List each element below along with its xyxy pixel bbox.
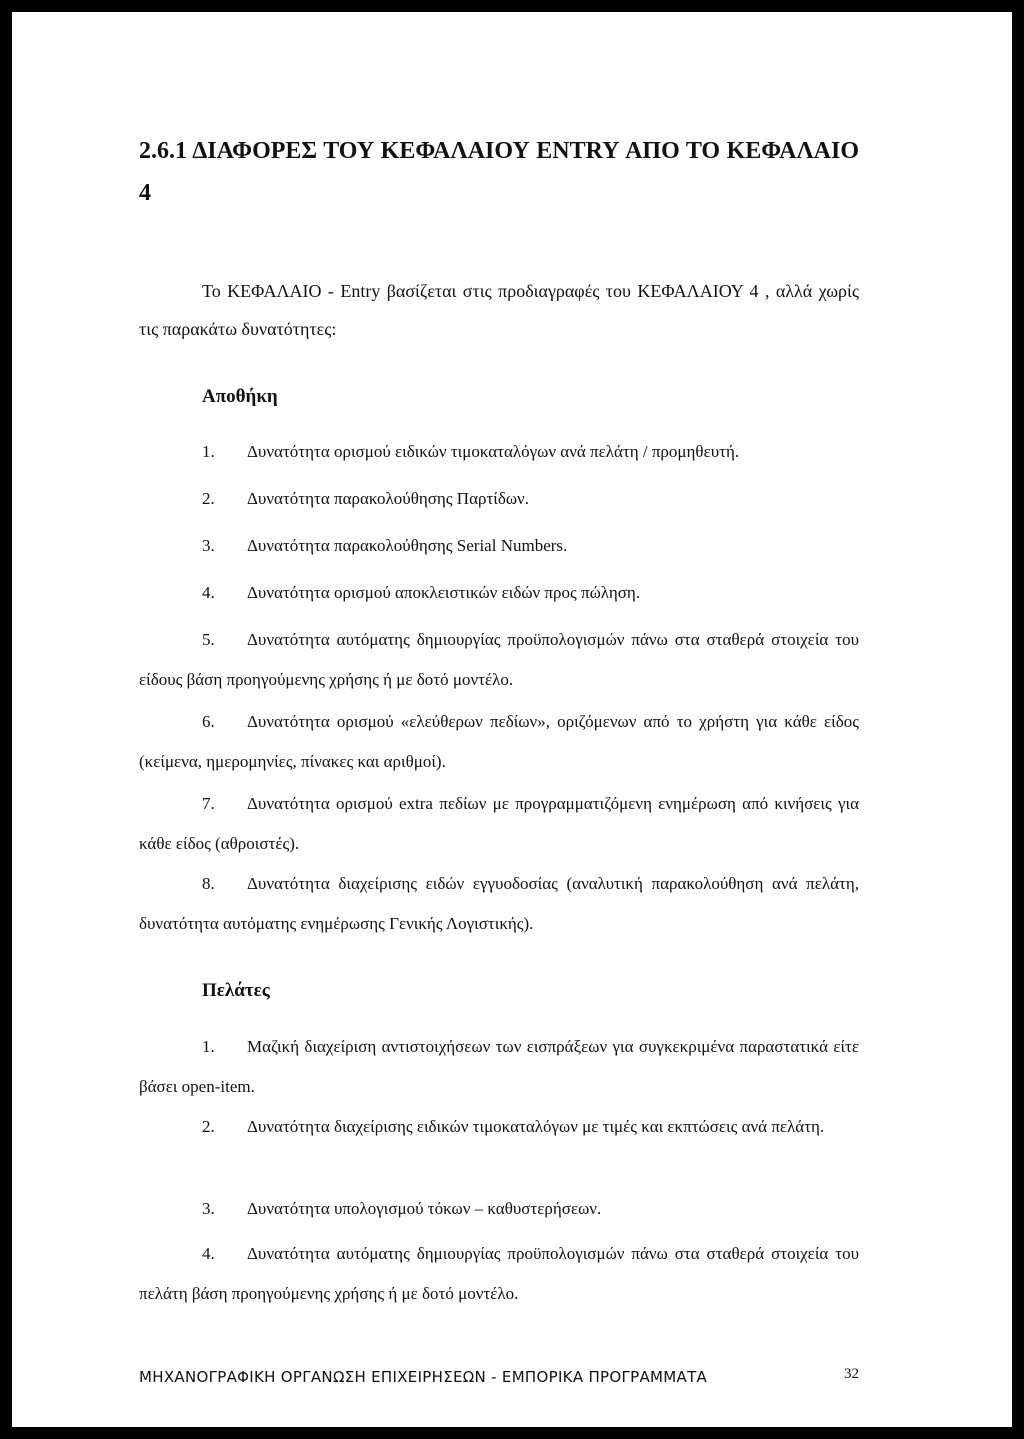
item-text: Δυνατότητα αυτόματης δημιουργίας προϋπολογισμών πάνω στα σταθερά στοιχεία του είδους βάση προηγούμενης χρήσης ή με δοτό μοντέλο. — [139, 630, 859, 689]
page-footer — [139, 1364, 859, 1394]
item-number: 2. — [202, 1117, 215, 1136]
storage-item-8 — [139, 864, 859, 944]
storage-item-7 — [139, 784, 859, 864]
customers-item-2 — [139, 1107, 859, 1147]
footer-title: ΜΗΧΑΝΟΓΡΑΦΙΚΗ ΟΡΓΑΝΩΣΗ ΕΠΙΧΕΙΡΗΣΕΩΝ - ΕΜΠΟΡΙΚΑ ΠΡΟΓΡΑΜΜΑΤΑ — [139, 1368, 708, 1386]
item-text: Δυνατότητα παρακολούθησης Serial Numbers. — [247, 536, 568, 555]
storage-item-6 — [139, 702, 859, 782]
item-text: Μαζική διαχείριση αντιστοιχήσεων των εισπράξεων για συγκεκριμένα παραστατικά είτε βάσει open-item. — [139, 1037, 859, 1096]
item-number: 3. — [202, 1199, 215, 1218]
item-text: Δυνατότητα ορισμού extra πεδίων με προγραμματιζόμενη ενημέρωση από κινήσεις για κάθε είδος (αθροιστές). — [139, 794, 859, 853]
storage-item-2 — [139, 479, 859, 519]
item-number: 4. — [202, 1244, 215, 1263]
intro-paragraph: Το ΚΕΦΑΛΑΙΟ - Entry βασίζεται στις προδιαγραφές του ΚΕΦΑΛΑΙΟΥ 4 , αλλά χωρίς τις παρακάτω δυνατότητες: — [139, 281, 859, 339]
item-text: Δυνατότητα διαχείρισης ειδικών τιμοκαταλόγων με τιμές και εκπτώσεις ανά πελάτη. — [247, 1117, 825, 1136]
customers-section-title: Πελάτες — [202, 980, 270, 1001]
item-text: Δυνατότητα ορισμού ειδικών τιμοκαταλόγων ανά πελάτη / προμηθευτή. — [247, 442, 740, 461]
item-text: Δυνατότητα ορισμού αποκλειστικών ειδών προς πώληση. — [247, 583, 641, 602]
customers-item-3 — [139, 1189, 859, 1229]
item-text: Δυνατότητα ορισμού «ελεύθερων πεδίων», οριζόμενων από το χρήστη για κάθε είδος (κείμενα, ημερομηνίες, πίνακες και αριθμοί). — [139, 712, 859, 771]
page-number: 32 — [844, 1366, 859, 1382]
item-number: 1. — [202, 1037, 215, 1056]
item-text: Δυνατότητα αυτόματης δημιουργίας προϋπολογισμών πάνω στα σταθερά στοιχεία του πελάτη βάση προηγούμενης χρήσης ή με δοτό μοντέλο. — [139, 1244, 859, 1303]
document-page — [12, 12, 1012, 1427]
item-number: 2. — [202, 489, 215, 508]
storage-item-1 — [139, 432, 859, 472]
item-number: 6. — [202, 712, 215, 731]
item-number: 4. — [202, 583, 215, 602]
item-number: 7. — [202, 794, 215, 813]
section-heading: 2.6.1 ΔΙΑΦΟΡΕΣ ΤΟΥ ΚΕΦΑΛΑΙΟΥ ENTRY ΑΠΟ ΤΟ ΚΕΦΑΛΑΙΟ 4 — [139, 138, 859, 206]
item-number: 1. — [202, 442, 215, 461]
storage-section-title: Αποθήκη — [202, 386, 278, 407]
customers-item-1 — [139, 1027, 859, 1107]
item-number: 3. — [202, 536, 215, 555]
storage-item-4 — [139, 573, 859, 613]
item-text: Δυνατότητα διαχείρισης ειδών εγγυοδοσίας (αναλυτική παρακολούθηση ανά πελάτη, δυνατότητα αυτόματης ενημέρωσης Γενικής Λογιστικής). — [139, 874, 859, 933]
item-number: 5. — [202, 630, 215, 649]
storage-item-5 — [139, 620, 859, 700]
customers-item-4 — [139, 1234, 859, 1314]
item-text: Δυνατότητα παρακολούθησης Παρτίδων. — [247, 489, 529, 508]
storage-item-3 — [139, 526, 859, 566]
item-text: Δυνατότητα υπολογισμού τόκων – καθυστερήσεων. — [247, 1199, 602, 1218]
item-number: 8. — [202, 874, 215, 893]
